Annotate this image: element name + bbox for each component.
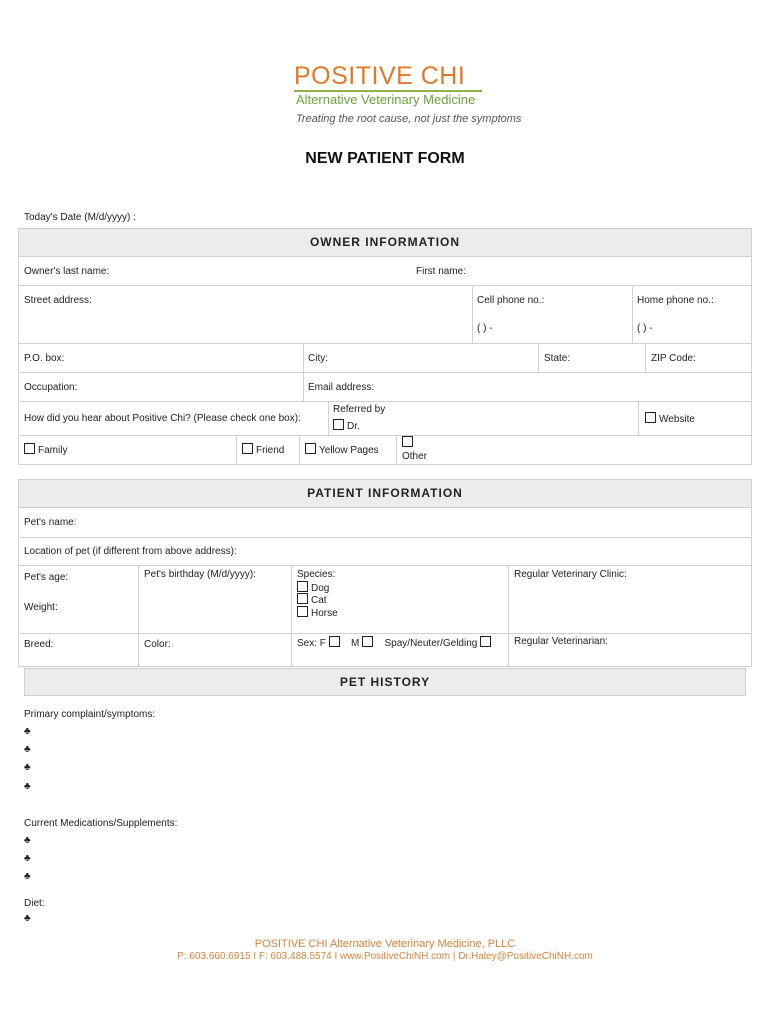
sex-m-label: M xyxy=(351,638,360,649)
checkbox-icon[interactable] xyxy=(480,636,491,647)
club-bullet-icon: ♣ xyxy=(24,853,31,864)
club-bullet-icon: ♣ xyxy=(24,726,31,737)
checkbox-icon[interactable] xyxy=(402,436,413,447)
family-option[interactable] xyxy=(24,443,67,456)
checkbox-icon[interactable] xyxy=(333,419,344,430)
cell-phone-field[interactable]: ( ) - xyxy=(477,323,493,334)
club-bullet-icon: ♣ xyxy=(24,744,31,755)
friend-label: Friend xyxy=(256,445,285,456)
home-phone-label: Home phone no.: xyxy=(637,295,714,306)
sex-options[interactable] xyxy=(297,636,494,649)
club-bullet-icon: ♣ xyxy=(24,762,31,773)
checkbox-icon[interactable] xyxy=(297,581,308,592)
checkbox-icon[interactable] xyxy=(305,443,316,454)
owner-section-header: OWNER INFORMATION xyxy=(18,228,752,257)
footer-contact: P: 603.660.6915 I F: 603.488.5574 I www.PositiveChiNH.com | Dr.Haley@PositiveChiNH.com xyxy=(177,951,593,962)
street-address-field[interactable]: Street address: xyxy=(24,295,92,306)
club-bullet-icon: ♣ xyxy=(24,913,31,924)
spay-label: Spay/Neuter/Gelding xyxy=(384,638,478,649)
owner-last-name-field[interactable]: Owner's last name: xyxy=(24,266,110,277)
sex-f-label: Sex: F xyxy=(297,638,326,649)
referred-dr-option[interactable] xyxy=(333,419,360,432)
yellow-pages-option[interactable] xyxy=(305,443,379,456)
website-option[interactable] xyxy=(645,412,695,425)
owner-first-name-field[interactable]: First name: xyxy=(416,266,467,277)
checkbox-icon[interactable] xyxy=(24,443,35,454)
form-title: NEW PATIENT FORM xyxy=(305,150,465,167)
vet-clinic-field[interactable]: Regular Veterinary Clinic: xyxy=(514,569,627,580)
referral-question: How did you hear about Positive Chi? (Please check one box): xyxy=(24,413,301,424)
pet-name-field[interactable]: Pet's name: xyxy=(24,517,77,528)
state-field[interactable]: State: xyxy=(544,353,571,364)
breed-field[interactable]: Breed: xyxy=(24,639,54,650)
species-label: Species: xyxy=(297,569,336,580)
medications-label[interactable]: Current Medications/Supplements: xyxy=(24,818,178,829)
checkbox-icon[interactable] xyxy=(329,636,340,647)
pet-age-field[interactable]: Pet's age: xyxy=(24,572,69,583)
email-field[interactable]: Email address: xyxy=(308,382,375,393)
species-cat-option[interactable] xyxy=(297,593,327,606)
family-label: Family xyxy=(38,445,68,456)
pet-location-field[interactable]: Location of pet (if different from above address): xyxy=(24,546,237,557)
checkbox-icon[interactable] xyxy=(242,443,253,454)
other-checkbox[interactable] xyxy=(402,436,416,449)
dog-label: Dog xyxy=(311,583,330,594)
color-field[interactable]: Color: xyxy=(144,639,171,650)
vet-name-field[interactable]: Regular Veterinarian: xyxy=(514,636,608,647)
cell-phone-label: Cell phone no.: xyxy=(477,295,545,306)
zip-code-field[interactable]: ZIP Code: xyxy=(651,353,696,364)
po-box-field[interactable]: P.O. box: xyxy=(24,353,65,364)
checkbox-icon[interactable] xyxy=(297,606,308,617)
todays-date-label[interactable]: Today's Date (M/d/yyyy) : xyxy=(24,212,136,223)
logo-title: POSITIVE CHI xyxy=(294,62,466,90)
cat-label: Cat xyxy=(311,595,327,606)
club-bullet-icon: ♣ xyxy=(24,871,31,882)
patient-section-header: PATIENT INFORMATION xyxy=(18,479,752,508)
pet-weight-field[interactable]: Weight: xyxy=(24,602,58,613)
pet-birthday-field[interactable]: Pet's birthday (M/d/yyyy): xyxy=(144,569,256,580)
history-section-header: PET HISTORY xyxy=(24,668,746,696)
website-label: Website xyxy=(659,414,695,425)
checkbox-icon[interactable] xyxy=(297,593,308,604)
city-field[interactable]: City: xyxy=(308,353,328,364)
diet-label[interactable]: Diet: xyxy=(24,898,45,909)
other-label: Other xyxy=(402,451,428,462)
horse-label: Horse xyxy=(311,608,338,619)
logo-subtitle: Alternative Veterinary Medicine xyxy=(296,92,476,107)
footer-company: POSITIVE CHI Alternative Veterinary Medicine, PLLC xyxy=(254,938,516,950)
checkbox-icon[interactable] xyxy=(645,412,656,423)
friend-option[interactable] xyxy=(242,443,284,456)
logo-tagline: Treating the root cause, not just the symptoms xyxy=(296,113,522,125)
referred-dr-label: Dr. xyxy=(347,421,360,432)
complaint-label[interactable]: Primary complaint/symptoms: xyxy=(24,709,156,720)
club-bullet-icon: ♣ xyxy=(24,835,31,846)
occupation-field[interactable]: Occupation: xyxy=(24,382,78,393)
referred-by-label: Referred by xyxy=(333,404,386,415)
species-horse-option[interactable] xyxy=(297,606,338,619)
yellow-pages-label: Yellow Pages xyxy=(319,445,379,456)
checkbox-icon[interactable] xyxy=(362,636,373,647)
club-bullet-icon: ♣ xyxy=(24,781,31,792)
home-phone-field[interactable]: ( ) - xyxy=(637,323,653,334)
